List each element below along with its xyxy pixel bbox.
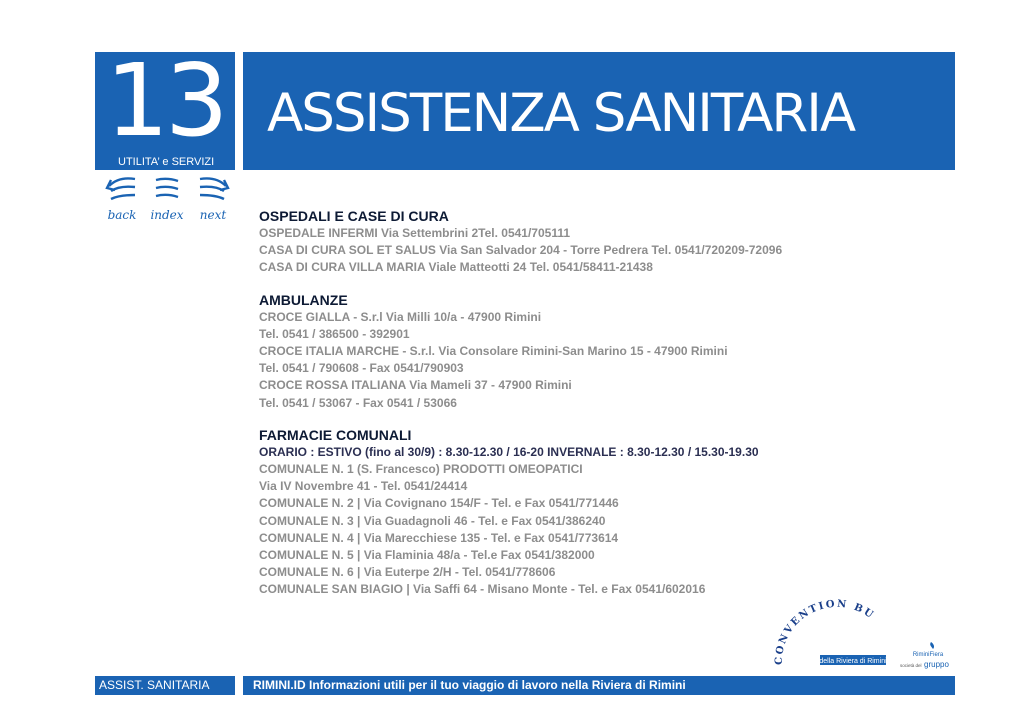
list-item: OSPEDALE INFERMI Via Settembrini 2Tel. 0541/705111 bbox=[259, 226, 571, 240]
list-item: COMUNALE N. 5 | Via Flaminia 48/a - Tel.e Fax 0541/382000 bbox=[259, 548, 595, 563]
chapter-category: UTILITA’ e SERVIZI bbox=[118, 156, 215, 168]
list-item: CROCE ITALIA MARCHE - S.r.l. Via Consolare Rimini-San Marino 15 - 47900 Rimini bbox=[259, 344, 728, 359]
index-lines-icon bbox=[150, 175, 184, 205]
next-label: next bbox=[199, 208, 227, 222]
leaf-icon bbox=[930, 642, 934, 649]
footer-caption: RIMINI.ID Informazioni utili per il tuo viaggio di lavoro nella Riviera di Rimini bbox=[243, 676, 955, 695]
section-pharmacies bbox=[259, 426, 939, 599]
list-item: Tel. 0541 / 386500 - 392901 bbox=[259, 326, 410, 341]
convention-bureau-text: CONVENTION BU bbox=[773, 598, 877, 666]
list-item: CASA DI CURA VILLA MARIA Viale Matteotti 24 Tel. 0541/58411-21438 bbox=[259, 260, 653, 275]
index-button[interactable] bbox=[142, 175, 192, 222]
next-button[interactable] bbox=[188, 175, 238, 222]
list-item: COMUNALE N. 2 | Via Covignano 154/F - Tel. e Fax 0541/771446 bbox=[259, 496, 619, 511]
section-heading: AMBULANZE bbox=[259, 291, 348, 308]
list-item: CROCE ROSSA ITALIANA Via Mameli 37 - 47900 Rimini bbox=[259, 378, 572, 393]
back-arrow-icon bbox=[105, 175, 139, 205]
list-item: COMUNALE N. 1 (S. Francesco) PRODOTTI OMEOPATICI bbox=[259, 462, 583, 477]
list-item: CROCE GIALLA - S.r.l Via Milli 10/a - 47900 Rimini bbox=[259, 309, 542, 324]
convention-bureau-sub: della Riviera di Rimini bbox=[819, 658, 887, 665]
section-ambulances bbox=[259, 291, 939, 412]
rimini-fiera-logo bbox=[898, 640, 949, 670]
content-area bbox=[259, 207, 939, 613]
list-item: COMUNALE N. 6 | Via Euterpe 2/H - Tel. 0541/778606 bbox=[259, 565, 556, 580]
section-heading: FARMACIE COMUNALI bbox=[259, 426, 412, 443]
fiera-name: RiminiFiera bbox=[912, 652, 944, 658]
section-hospitals bbox=[259, 207, 939, 277]
fiera-brand: gruppo bbox=[924, 660, 949, 669]
opening-hours: ORARIO : ESTIVO (fino al 30/9) : 8.30-12.30 / 16-20 INVERNALE : 8.30-12.30 / 15.30-19.30 bbox=[259, 444, 759, 459]
chapter-number-box bbox=[95, 42, 235, 170]
list-item: CASA DI CURA SOL ET SALUS Via San Salvador 204 - Torre Pedrera Tel. 0541/720209-72096 bbox=[259, 243, 783, 258]
svg-text:CONVENTION BUREAU bbox=[770, 590, 876, 665]
list-item: COMUNALE SAN BIAGIO | Via Saffi 64 - Misano Monte - Tel. e Fax 0541/602016 bbox=[259, 582, 706, 597]
chapter-number: 13 bbox=[105, 42, 225, 159]
footer-section-label: ASSIST. SANITARIA bbox=[95, 676, 235, 695]
list-item: COMUNALE N. 3 | Via Guadagnoli 46 - Tel. e Fax 0541/386240 bbox=[259, 513, 606, 528]
index-label: index bbox=[150, 208, 184, 222]
next-arrow-icon bbox=[196, 175, 230, 205]
list-item: Tel. 0541 / 790608 - Fax 0541/790903 bbox=[259, 361, 464, 376]
back-label: back bbox=[107, 208, 137, 222]
page-title: ASSISTENZA SANITARIA bbox=[267, 83, 855, 144]
list-item: COMUNALE N. 4 | Via Marecchiese 135 - Tel. e Fax 0541/773614 bbox=[259, 530, 619, 545]
list-item: Tel. 0541 / 53067 - Fax 0541 / 53066 bbox=[259, 395, 457, 410]
title-banner bbox=[243, 52, 955, 170]
back-button[interactable] bbox=[97, 175, 147, 222]
fiera-sub: società del bbox=[900, 663, 922, 668]
section-heading: OSPEDALI E CASE DI CURA bbox=[259, 208, 449, 224]
list-item: Via IV Novembre 41 - Tel. 0541/24414 bbox=[259, 479, 468, 494]
convention-bureau-logo bbox=[770, 590, 900, 670]
